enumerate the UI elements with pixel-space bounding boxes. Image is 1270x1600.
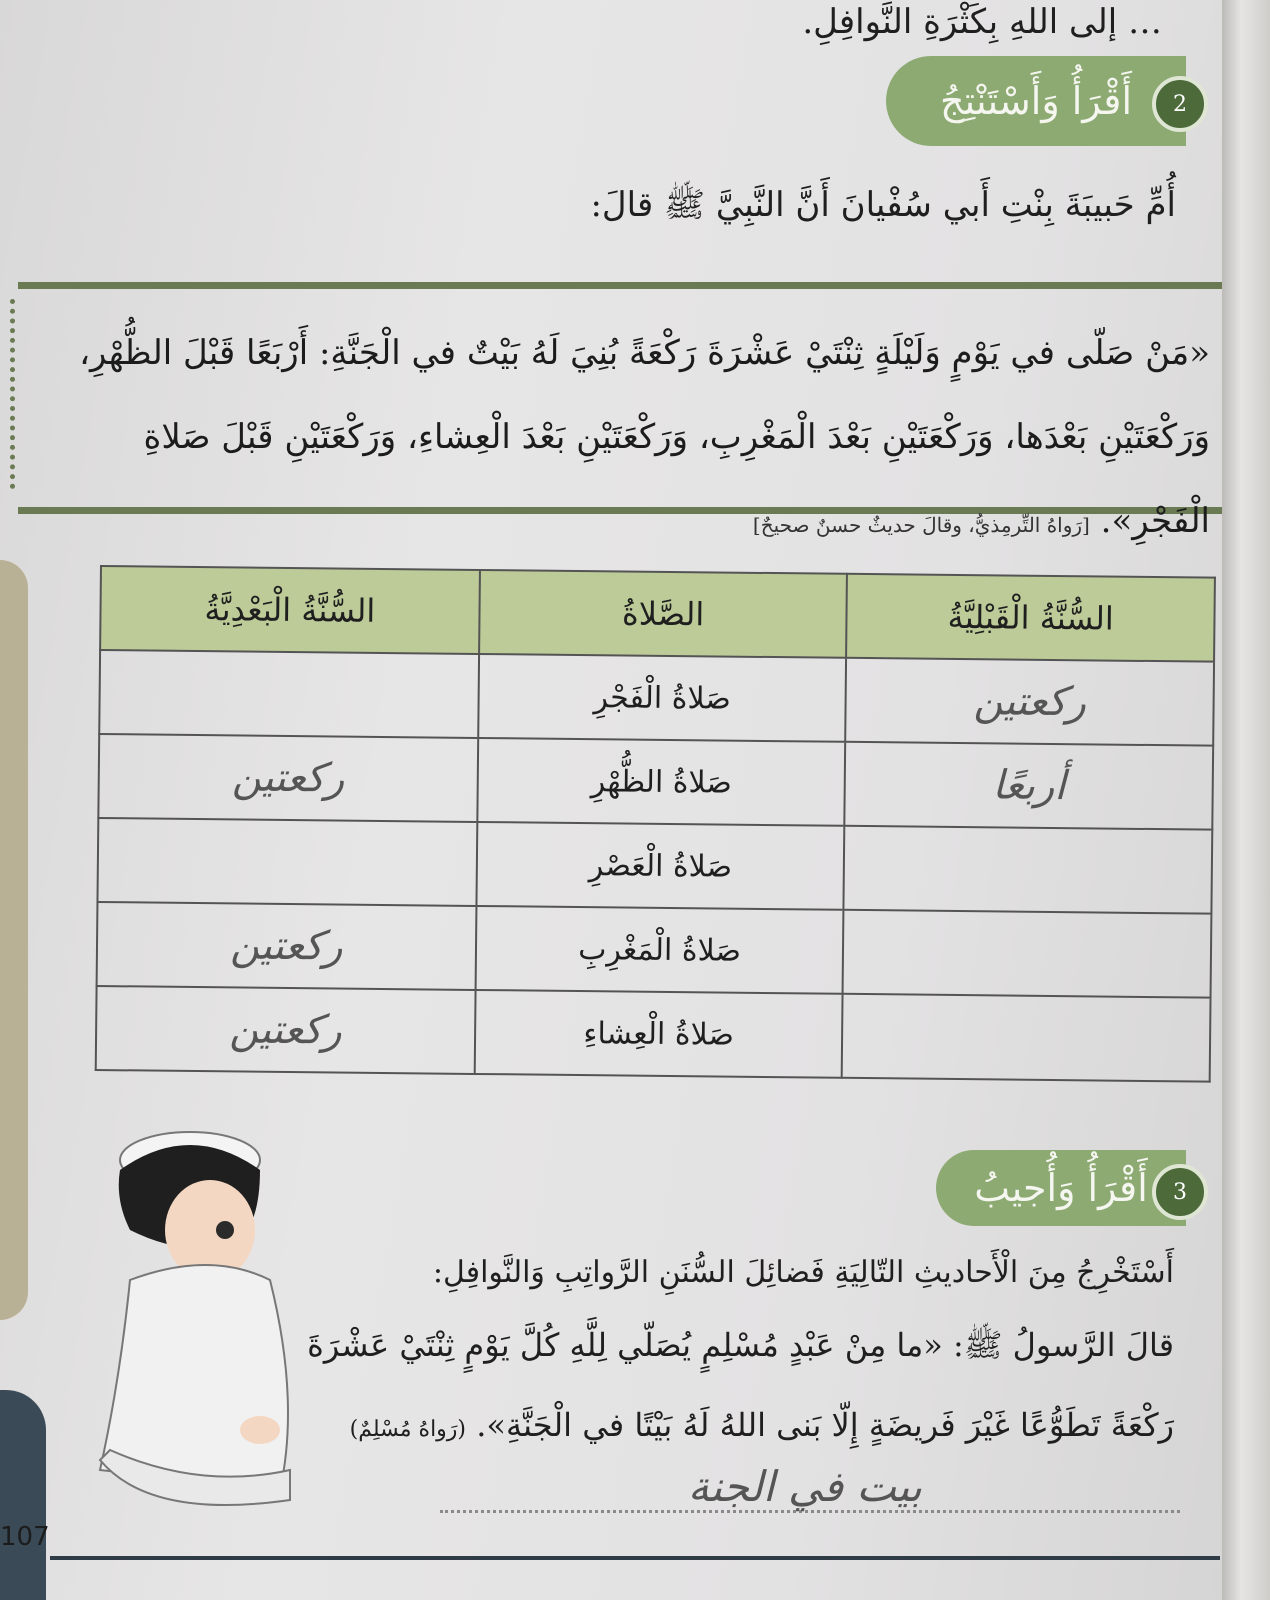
hadith-item-1 (294, 1305, 1174, 1470)
hadith-intro: أُمِّ حَبيبَةَ بِنْتِ أَبي سُفْيانَ أَنَّ النَّبِيَّ ﷺ قالَ: (590, 185, 1176, 225)
hadith-body: «مَنْ صَلّى في يَوْمٍ وَلَيْلَةٍ ثِنْتَيْ عَشْرَةَ رَكْعَةً بُنِيَ لَهُ بَيْتٌ في الْجَنَّةِ: أَرْبَعًا قَبْلَ الظُّهْرِ، وَرَكْعَتَيْنِ بَعْدَها، وَرَكْعَتَيْنِ بَعْدَ الْمَغْرِبِ، وَرَكْعَتَيْنِ بَعْدَ الْعِشاءِ، وَرَكْعَتَيْنِ قَبْلَ صَلاةِ الْفَجْرِ». (79, 333, 1210, 541)
prayer-cell: صَلاةُ الظُّهْرِ (477, 738, 845, 826)
before-cell[interactable]: أربعًا (845, 742, 1213, 830)
question-text: أَسْتَخْرِجُ مِنَ الْأَحاديثِ التّالِيَةِ فَضائِلَ السُّنَنِ الرَّواتِبِ وَالنَّوافِلِ: (432, 1255, 1174, 1290)
praying-boy-illustration (60, 1130, 320, 1530)
table-header-row (100, 566, 1215, 662)
section-2-number: 2 (1152, 76, 1208, 132)
bottom-rule (50, 1556, 1220, 1560)
sunnah-table (95, 565, 1216, 1083)
prayer-cell: صَلاةُ الْفَجْرِ (478, 654, 846, 742)
after-cell[interactable]: ركعتين (98, 734, 478, 822)
prayer-cell: صَلاةُ الْعِشاءِ (474, 990, 842, 1078)
page-number: 107 (0, 1522, 50, 1552)
header-after: السُّنَّةُ الْبَعْدِيَّةُ (100, 566, 480, 654)
section-3-header (936, 1150, 1186, 1226)
after-cell[interactable]: ركعتين (97, 902, 477, 990)
after-cell[interactable] (97, 818, 477, 906)
before-cell[interactable] (842, 994, 1210, 1082)
ornament-border (10, 299, 45, 489)
after-cell[interactable] (99, 650, 479, 738)
table-row (98, 734, 1213, 830)
left-corner-decoration (0, 1390, 46, 1600)
section-2-header (886, 56, 1186, 146)
table-row (99, 650, 1214, 746)
before-cell[interactable] (844, 826, 1212, 914)
before-cell[interactable] (843, 910, 1211, 998)
hadith-text (52, 311, 1210, 567)
prayer-cell: صَلاةُ الْمَغْرِبِ (475, 906, 843, 994)
handwritten-answer[interactable]: بيت في الجنة (687, 1462, 922, 1511)
left-page-edge (0, 560, 28, 1320)
top-text: … إلى اللهِ بِكَثْرَةِ النَّوافِلِ. (802, 2, 1162, 42)
table-row (96, 986, 1211, 1082)
prayer-cell: صَلاةُ الْعَصْرِ (476, 822, 844, 910)
hadith-box (18, 282, 1222, 541)
table-row (97, 902, 1212, 998)
header-before: السُّنَّةُ الْقَبْلِيَّةُ (846, 574, 1214, 662)
before-cell[interactable]: ركعتين (846, 658, 1214, 746)
table-row (97, 818, 1212, 914)
section-3-title: أَقْرَأُ وَأُجيبُ (974, 1166, 1148, 1210)
after-cell[interactable]: ركعتين (96, 986, 476, 1074)
item-1-text: قالَ الرَّسولُ ﷺ: «ما مِنْ عَبْدٍ مُسْلِمٍ يُصَلّي لِلَّهِ كُلَّ يَوْمٍ ثِنْتَيْ عَشْرَةَ رَكْعَةً تَطَوُّعًا غَيْرَ فَريضَةٍ إِلّا بَنى اللهُ لَهُ بَيْتًا في الْجَنَّةِ». (307, 1326, 1174, 1444)
section-2-title: أَقْرَأُ وَأَسْتَنْتِجُ (940, 79, 1133, 123)
section-3-number: 3 (1152, 1164, 1208, 1220)
hadith-reference: [رَواهُ التِّرمِذيُّ، وقالَ حديثٌ حسنٌ صحيحٌ] (752, 513, 1090, 537)
item-1-reference: (رَواهُ مُسْلِمٌ) (349, 1417, 467, 1442)
header-prayer: الصَّلاةُ (479, 570, 847, 658)
right-page-edge (1222, 0, 1270, 1600)
